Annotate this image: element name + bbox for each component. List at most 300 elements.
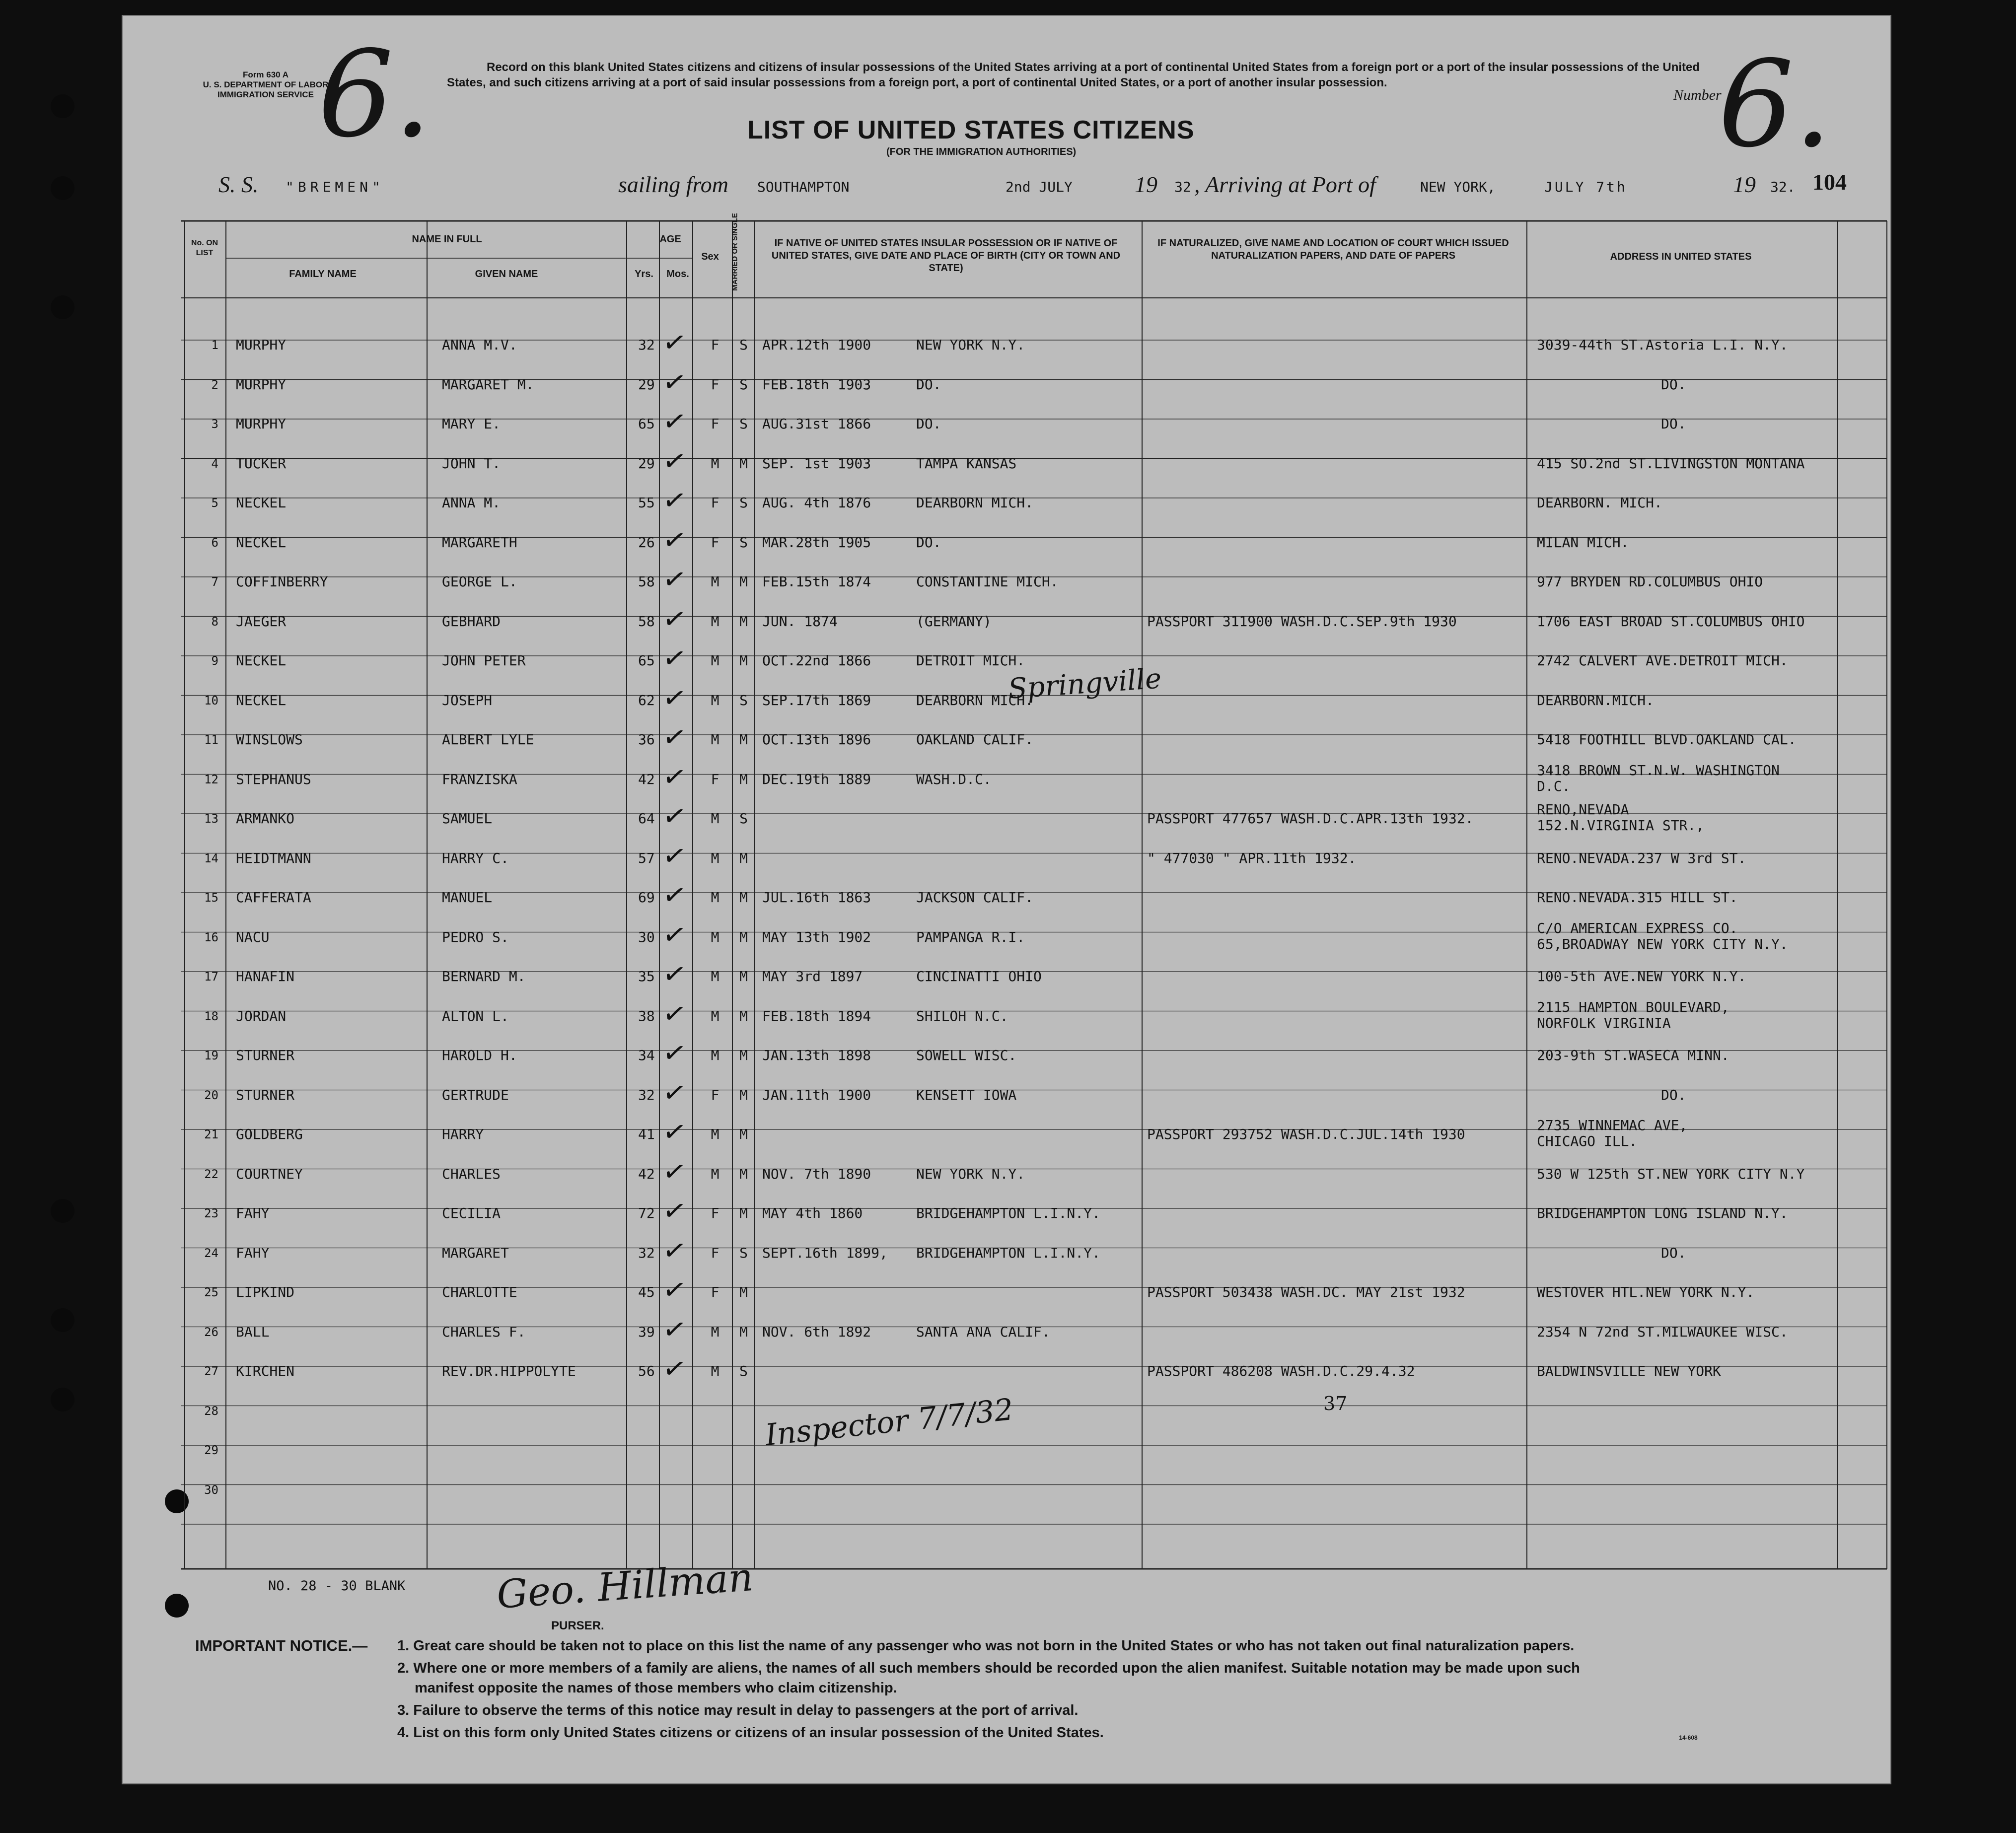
age-years: 58 xyxy=(638,573,655,590)
verification-tick: ✓ xyxy=(660,1351,689,1387)
row-number: 9 xyxy=(211,654,218,668)
marital-status: M xyxy=(739,1205,748,1221)
family-name: COURTNEY xyxy=(236,1165,303,1182)
birth-date: MAY 4th 1860 xyxy=(762,1205,863,1221)
family-name: HEIDTMANN xyxy=(236,849,311,866)
address-line-1: RENO,NEVADA xyxy=(1537,801,1629,818)
birth-place: DETROIT MICH. xyxy=(916,652,1025,669)
handwritten-number-right: 6. xyxy=(1718,35,1832,174)
birth-place: (GERMANY) xyxy=(916,613,992,630)
birth-date: JUL.16th 1863 xyxy=(762,889,871,906)
age-years: 64 xyxy=(638,810,655,827)
given-name: MARGARET xyxy=(442,1244,509,1261)
form-code: 14-608 xyxy=(1679,1734,1698,1741)
row-number: 1 xyxy=(211,338,218,352)
address: BRIDGEHAMPTON LONG ISLAND N.Y. xyxy=(1537,1205,1788,1221)
notice-2: 2. Where one or more members of a family are aliens, the names of all such members should be recorded upon the alien manifest. Suitable notation may be made upon such xyxy=(397,1660,1580,1676)
address-line-1: C/O AMERICAN EXPRESS CO. xyxy=(1537,919,1738,936)
count-annotation: 37 xyxy=(1323,1393,1348,1414)
row-number: 15 xyxy=(204,891,218,905)
naturalization-papers: PASSPORT 477657 WASH.D.C.APR.13th 1932. xyxy=(1147,810,1474,827)
header-sex: Sex xyxy=(701,251,719,262)
family-name: NECKEL xyxy=(236,652,287,669)
marital-status: S xyxy=(739,416,748,432)
sex-value: F xyxy=(711,1284,720,1300)
birth-place: WASH.D.C. xyxy=(916,771,992,787)
birth-place: NEW YORK N.Y. xyxy=(916,337,1025,353)
sex-value: M xyxy=(711,1165,720,1182)
age-years: 32 xyxy=(638,337,655,353)
address: 977 BRYDEN RD.COLUMBUS OHIO xyxy=(1537,573,1763,590)
sex-value: M xyxy=(711,1007,720,1024)
sex-value: F xyxy=(711,416,720,432)
verification-tick: ✓ xyxy=(660,1311,689,1348)
row-number: 29 xyxy=(204,1443,218,1457)
age-years: 36 xyxy=(638,731,655,748)
birth-place: CINCINATTI OHIO xyxy=(916,968,1042,985)
sex-value: M xyxy=(711,455,720,472)
age-years: 45 xyxy=(638,1284,655,1300)
birth-date: FEB.15th 1874 xyxy=(762,573,871,590)
verification-tick: ✓ xyxy=(660,325,689,361)
row-number: 12 xyxy=(204,772,218,786)
row-number: 23 xyxy=(204,1206,218,1220)
naturalization-papers: PASSPORT 293752 WASH.D.C.JUL.14th 1930 xyxy=(1147,1126,1465,1142)
marital-status: S xyxy=(739,1363,748,1379)
naturalization-papers: PASSPORT 486208 WASH.D.C.29.4.32 xyxy=(1147,1363,1415,1379)
birth-place: DO. xyxy=(916,376,941,393)
marital-status: S xyxy=(739,1244,748,1261)
age-years: 57 xyxy=(638,849,655,866)
family-name: FAHY xyxy=(236,1244,270,1261)
address: RENO.NEVADA.237 W 3rd ST. xyxy=(1537,849,1746,866)
address-line-1: 2115 HAMPTON BOULEVARD, xyxy=(1537,998,1729,1015)
given-name: GEORGE L. xyxy=(442,573,517,590)
birth-date: OCT.13th 1896 xyxy=(762,731,871,748)
header-age-yrs: Yrs. xyxy=(635,269,653,280)
page-number: 104 xyxy=(1812,169,1847,195)
birth-place: BRIDGEHAMPTON L.I.N.Y. xyxy=(916,1244,1100,1261)
family-name: CAFFERATA xyxy=(236,889,311,906)
row-number: 13 xyxy=(204,812,218,826)
verification-tick: ✓ xyxy=(660,364,689,401)
age-years: 41 xyxy=(638,1126,655,1142)
given-name: CHARLOTTE xyxy=(442,1284,517,1300)
family-name: MURPHY xyxy=(236,416,287,432)
verification-tick: ✓ xyxy=(660,798,689,835)
departure-year-prefix: 19 xyxy=(1135,172,1157,197)
sex-value: F xyxy=(711,494,720,511)
sex-value: F xyxy=(711,376,720,393)
sex-value: M xyxy=(711,849,720,866)
marital-status: M xyxy=(739,771,748,787)
marital-status: M xyxy=(739,1086,748,1103)
sex-value: M xyxy=(711,731,720,748)
sex-value: M xyxy=(711,928,720,945)
given-name: GEBHARD xyxy=(442,613,501,630)
address-line-2: NORFOLK VIRGINIA xyxy=(1537,1014,1671,1031)
family-name: GOLDBERG xyxy=(236,1126,303,1142)
sex-value: M xyxy=(711,573,720,590)
row-number: 2 xyxy=(211,377,218,392)
row-number: 11 xyxy=(204,733,218,747)
family-name: HANAFIN xyxy=(236,968,295,985)
verification-tick: ✓ xyxy=(660,562,689,598)
age-years: 39 xyxy=(638,1323,655,1340)
given-name: ALTON L. xyxy=(442,1007,509,1024)
verification-tick: ✓ xyxy=(660,1232,689,1269)
birth-date: NOV. 7th 1890 xyxy=(762,1165,871,1182)
address: DO. xyxy=(1661,416,1686,432)
sex-value: M xyxy=(711,1047,720,1063)
row-number: 21 xyxy=(204,1128,218,1141)
address: 2742 CALVERT AVE.DETROIT MICH. xyxy=(1537,652,1788,669)
birth-date: FEB.18th 1894 xyxy=(762,1007,871,1024)
page-subtitle: (FOR THE IMMIGRATION AUTHORITIES) xyxy=(886,146,1077,157)
row-number: 8 xyxy=(211,614,218,629)
given-name: MANUEL xyxy=(442,889,493,906)
sex-value: F xyxy=(711,337,720,353)
address: 2354 N 72nd ST.MILWAUKEE WISC. xyxy=(1537,1323,1788,1340)
given-name: JOHN PETER xyxy=(442,652,526,669)
header-name-in-full: NAME IN FULL xyxy=(412,234,482,245)
sex-value: M xyxy=(711,1363,720,1379)
family-name: FAHY xyxy=(236,1205,270,1221)
row-number: 19 xyxy=(204,1049,218,1062)
page-title: LIST OF UNITED STATES CITIZENS xyxy=(747,116,1195,144)
verification-tick: ✓ xyxy=(660,995,689,1032)
family-name: JAEGER xyxy=(236,613,287,630)
marital-status: M xyxy=(739,455,748,472)
header-naturalized: IF NATURALIZED, GIVE NAME AND LOCATION OF COURT WHICH ISSUED NATURALIZATION PAPERS, AND DATE OF PAPERS xyxy=(1157,238,1509,261)
arrival-year-prefix: 19 xyxy=(1733,172,1756,197)
age-years: 65 xyxy=(638,652,655,669)
sex-value: M xyxy=(711,613,720,630)
family-name: STEPHANUS xyxy=(236,771,311,787)
family-name: NECKEL xyxy=(236,494,287,511)
birth-place: JACKSON CALIF. xyxy=(916,889,1034,906)
verification-tick: ✓ xyxy=(660,483,689,519)
arrival-date: JULY 7th xyxy=(1544,179,1627,195)
marital-status: M xyxy=(739,573,748,590)
verification-tick: ✓ xyxy=(660,680,689,716)
verification-tick: ✓ xyxy=(660,1272,689,1308)
given-name: CECILIA xyxy=(442,1205,501,1221)
number-label: Number xyxy=(1673,87,1722,103)
family-name: ARMANKO xyxy=(236,810,295,827)
family-name: MURPHY xyxy=(236,337,287,353)
age-years: 42 xyxy=(638,771,655,787)
sex-value: F xyxy=(711,771,720,787)
birth-date: MAR.28th 1905 xyxy=(762,534,871,551)
row-number: 27 xyxy=(204,1364,218,1378)
address-line-1: 2735 WINNEMAC AVE, xyxy=(1537,1117,1688,1133)
address: DEARBORN.MICH. xyxy=(1537,692,1655,708)
row-number: 10 xyxy=(204,693,218,707)
sex-value: F xyxy=(711,1244,720,1261)
birth-date: DEC.19th 1889 xyxy=(762,771,871,787)
header-no-on-list: No. ON LIST xyxy=(191,239,218,257)
form-number: Form 630 A xyxy=(243,70,288,79)
marital-status: S xyxy=(739,337,748,353)
family-name: TUCKER xyxy=(236,455,287,472)
birth-place: SOWELL WISC. xyxy=(916,1047,1017,1063)
family-name: NECKEL xyxy=(236,534,287,551)
given-name: REV.DR.HIPPOLYTE xyxy=(442,1363,576,1379)
verification-tick: ✓ xyxy=(660,1193,689,1229)
address: DO. xyxy=(1661,1086,1686,1103)
verification-tick: ✓ xyxy=(660,1035,689,1071)
marital-status: M xyxy=(739,968,748,985)
birth-place: CONSTANTINE MICH. xyxy=(916,573,1059,590)
row-number: 3 xyxy=(211,417,218,431)
marital-status: S xyxy=(739,692,748,708)
birth-place: DEARBORN MICH. xyxy=(916,494,1034,511)
department-label: U. S. DEPARTMENT OF LABOR xyxy=(203,80,329,89)
birth-date: NOV. 6th 1892 xyxy=(762,1323,871,1340)
birth-place: SANTA ANA CALIF. xyxy=(916,1323,1050,1340)
verification-tick: ✓ xyxy=(660,759,689,795)
marital-status: M xyxy=(739,652,748,669)
row-number: 18 xyxy=(204,1009,218,1023)
address: 203-9th ST.WASECA MINN. xyxy=(1537,1047,1729,1063)
address: 3039-44th ST.Astoria L.I. N.Y. xyxy=(1537,337,1788,353)
birth-date: JAN.11th 1900 xyxy=(762,1086,871,1103)
given-name: JOHN T. xyxy=(442,455,501,472)
birth-date: AUG.31st 1866 xyxy=(762,416,871,432)
address: 415 SO.2nd ST.LIVINGSTON MONTANA xyxy=(1537,455,1805,472)
naturalization-papers: PASSPORT 311900 WASH.D.C.SEP.9th 1930 xyxy=(1147,613,1457,630)
family-name: STURNER xyxy=(236,1086,295,1103)
given-name: SAMUEL xyxy=(442,810,493,827)
marital-status: M xyxy=(739,1126,748,1142)
departure-port: SOUTHAMPTON xyxy=(757,179,850,195)
birth-date: AUG. 4th 1876 xyxy=(762,494,871,511)
birth-date: SEP.17th 1869 xyxy=(762,692,871,708)
address: DO. xyxy=(1661,376,1686,393)
marital-status: S xyxy=(739,494,748,511)
address-line-1: 3418 BROWN ST.N.W. WASHINGTON xyxy=(1537,762,1780,778)
row-number: 26 xyxy=(204,1325,218,1339)
age-years: 56 xyxy=(638,1363,655,1379)
birth-date: SEPT.16th 1899, xyxy=(762,1244,888,1261)
given-name: MARY E. xyxy=(442,416,501,432)
family-name: NACU xyxy=(236,928,270,945)
birth-place: PAMPANGA R.I. xyxy=(916,928,1025,945)
notice-title: IMPORTANT NOTICE.— xyxy=(195,1637,368,1654)
blank-note: NO. 28 - 30 BLANK xyxy=(268,1578,406,1594)
row-number: 28 xyxy=(204,1404,218,1418)
verification-tick: ✓ xyxy=(660,601,689,637)
family-name: COFFINBERRY xyxy=(236,573,328,590)
given-name: ANNA M. xyxy=(442,494,501,511)
verification-tick: ✓ xyxy=(660,838,689,874)
arriving-label: , Arriving at Port of xyxy=(1194,172,1376,197)
marital-status: M xyxy=(739,731,748,748)
age-years: 26 xyxy=(638,534,655,551)
notice-2b: manifest opposite the names of those members who claim citizenship. xyxy=(415,1680,897,1696)
verification-tick: ✓ xyxy=(660,719,689,756)
birth-place: TAMPA KANSAS xyxy=(916,455,1017,472)
departure-year: 32 xyxy=(1174,179,1191,195)
springville-annotation: Springville xyxy=(1007,662,1163,705)
family-name: MURPHY xyxy=(236,376,287,393)
address: DEARBORN. MICH. xyxy=(1537,494,1662,511)
notice-4: 4. List on this form only United States citizens or citizens of an insular possession of the United States. xyxy=(397,1725,1104,1741)
row-number: 25 xyxy=(204,1285,218,1299)
given-name: ANNA M.V. xyxy=(442,337,517,353)
age-years: 38 xyxy=(638,1007,655,1024)
verification-tick: ✓ xyxy=(660,1114,689,1150)
row-number: 22 xyxy=(204,1167,218,1181)
sex-value: F xyxy=(711,1205,720,1221)
given-name: MARGARETH xyxy=(442,534,517,551)
family-name: JORDAN xyxy=(236,1007,287,1024)
marital-status: M xyxy=(739,849,748,866)
family-name: NECKEL xyxy=(236,692,287,708)
birth-place: OAKLAND CALIF. xyxy=(916,731,1034,748)
birth-date: APR.12th 1900 xyxy=(762,337,871,353)
address: 100-5th AVE.NEW YORK N.Y. xyxy=(1537,968,1746,985)
marital-status: M xyxy=(739,1165,748,1182)
address-line-2: 65,BROADWAY NEW YORK CITY N.Y. xyxy=(1537,935,1788,952)
row-number: 14 xyxy=(204,851,218,865)
age-years: 29 xyxy=(638,455,655,472)
inspector-signature: Inspector 7/7/32 xyxy=(763,1392,1015,1453)
marital-status: M xyxy=(739,1284,748,1300)
age-years: 32 xyxy=(638,1086,655,1103)
address: WESTOVER HTL.NEW YORK N.Y. xyxy=(1537,1284,1755,1300)
ss-label: S. S. xyxy=(218,172,259,197)
birth-date: JAN.13th 1898 xyxy=(762,1047,871,1063)
row-number: 17 xyxy=(204,970,218,984)
sex-value: F xyxy=(711,534,720,551)
marital-status: M xyxy=(739,928,748,945)
naturalization-papers: PASSPORT 503438 WASH.DC. MAY 21st 1932 xyxy=(1147,1284,1465,1300)
form-instructions: Record on this blank United States citizens and citizens of insular possessions of the United States arriving at a port of continental United States from a foreign port or a port of the insular possessions of the United States, and such citizens arriving at a port of said insular possessions from a foreign port, a port of continental United States, or a port of another insular possession. xyxy=(447,61,1700,89)
sex-value: M xyxy=(711,1323,720,1340)
header-age: AGE xyxy=(659,234,681,245)
marital-status: S xyxy=(739,534,748,551)
sex-value: M xyxy=(711,810,720,827)
given-name: HARRY C. xyxy=(442,849,509,866)
age-years: 35 xyxy=(638,968,655,985)
row-number: 24 xyxy=(204,1246,218,1260)
marital-status: M xyxy=(739,613,748,630)
sex-value: M xyxy=(711,968,720,985)
header-address: ADDRESS IN UNITED STATES xyxy=(1610,251,1752,262)
birth-date: MAY 3rd 1897 xyxy=(762,968,863,985)
purser-label: PURSER. xyxy=(551,1619,604,1632)
sailing-from-label: sailing from xyxy=(618,172,728,197)
address: MILAN MICH. xyxy=(1537,534,1629,551)
given-name: JOSEPH xyxy=(442,692,493,708)
birth-place: NEW YORK N.Y. xyxy=(916,1165,1025,1182)
age-years: 69 xyxy=(638,889,655,906)
address-line-2: D.C. xyxy=(1537,777,1571,794)
age-years: 65 xyxy=(638,416,655,432)
age-years: 55 xyxy=(638,494,655,511)
family-name: WINSLOWS xyxy=(236,731,303,748)
given-name: MARGARET M. xyxy=(442,376,534,393)
marital-status: M xyxy=(739,1323,748,1340)
sex-value: F xyxy=(711,1086,720,1103)
family-name: LIPKIND xyxy=(236,1284,295,1300)
header-age-mos: Mos. xyxy=(666,269,689,280)
row-number: 7 xyxy=(211,575,218,589)
row-number: 16 xyxy=(204,930,218,944)
given-name: BERNARD M. xyxy=(442,968,526,985)
departure-date: 2nd JULY xyxy=(1006,179,1073,195)
header-birth: IF NATIVE OF UNITED STATES INSULAR POSSESSION OR IF NATIVE OF UNITED STATES, GIVE DATE AND PLACE OF BIRTH (CITY OR TOWN AND STATE) xyxy=(771,238,1121,274)
verification-tick: ✓ xyxy=(660,640,689,677)
birth-place: DO. xyxy=(916,416,941,432)
given-name: FRANZISKA xyxy=(442,771,517,787)
birth-place: SHILOH N.C. xyxy=(916,1007,1008,1024)
row-number: 20 xyxy=(204,1088,218,1102)
marital-status: S xyxy=(739,376,748,393)
marital-status: M xyxy=(739,1007,748,1024)
given-name: CHARLES F. xyxy=(442,1323,526,1340)
sex-value: M xyxy=(711,889,720,906)
verification-tick: ✓ xyxy=(660,404,689,440)
address-line-2: CHICAGO ILL. xyxy=(1537,1133,1638,1149)
birth-date: MAY 13th 1902 xyxy=(762,928,871,945)
family-name: BALL xyxy=(236,1323,270,1340)
notice-1: 1. Great care should be taken not to place on this list the name of any passenger who was not born in the United States or who has not taken out final naturalization papers. xyxy=(397,1638,1575,1654)
purser-signature: Geo. Hillman xyxy=(495,1555,755,1618)
family-name: KIRCHEN xyxy=(236,1363,295,1379)
verification-tick: ✓ xyxy=(660,916,689,953)
birth-place: BRIDGEHAMPTON L.I.N.Y. xyxy=(916,1205,1100,1221)
arrival-port: NEW YORK, xyxy=(1420,179,1496,195)
sex-value: M xyxy=(711,1126,720,1142)
birth-place: KENSETT IOWA xyxy=(916,1086,1017,1103)
address: 530 W 125th ST.NEW YORK CITY N.Y xyxy=(1537,1165,1805,1182)
handwritten-number-left: 6. xyxy=(318,25,432,164)
age-years: 58 xyxy=(638,613,655,630)
verification-tick: ✓ xyxy=(660,443,689,480)
verification-tick: ✓ xyxy=(660,1074,689,1111)
given-name: PEDRO S. xyxy=(442,928,509,945)
birth-place: DEARBORN MICH. xyxy=(916,692,1034,708)
given-name: ALBERT LYLE xyxy=(442,731,534,748)
birth-date: SEP. 1st 1903 xyxy=(762,455,871,472)
header-married-single: MARRIED OR SINGLE xyxy=(730,213,739,291)
header-given-name: GIVEN NAME xyxy=(475,269,538,280)
row-number: 30 xyxy=(204,1482,218,1497)
given-name: GERTRUDE xyxy=(442,1086,509,1103)
given-name: HARRY xyxy=(442,1126,484,1142)
verification-tick: ✓ xyxy=(660,1153,689,1190)
age-years: 34 xyxy=(638,1047,655,1063)
marital-status: M xyxy=(739,1047,748,1063)
address: RENO.NEVADA.315 HILL ST. xyxy=(1537,889,1738,906)
verification-tick: ✓ xyxy=(660,877,689,914)
row-number: 6 xyxy=(211,535,218,550)
address: 5418 FOOTHILL BLVD.OAKLAND CAL. xyxy=(1537,731,1797,748)
age-years: 29 xyxy=(638,376,655,393)
address: 1706 EAST BROAD ST.COLUMBUS OHIO xyxy=(1537,613,1805,630)
marital-status: M xyxy=(739,889,748,906)
age-years: 72 xyxy=(638,1205,655,1221)
naturalization-papers: " 477030 " APR.11th 1932. xyxy=(1147,849,1357,866)
service-label: IMMIGRATION SERVICE xyxy=(217,90,314,99)
row-number: 4 xyxy=(211,456,218,471)
birth-date: FEB.18th 1903 xyxy=(762,376,871,393)
birth-date: OCT.22nd 1866 xyxy=(762,652,871,669)
marital-status: S xyxy=(739,810,748,827)
